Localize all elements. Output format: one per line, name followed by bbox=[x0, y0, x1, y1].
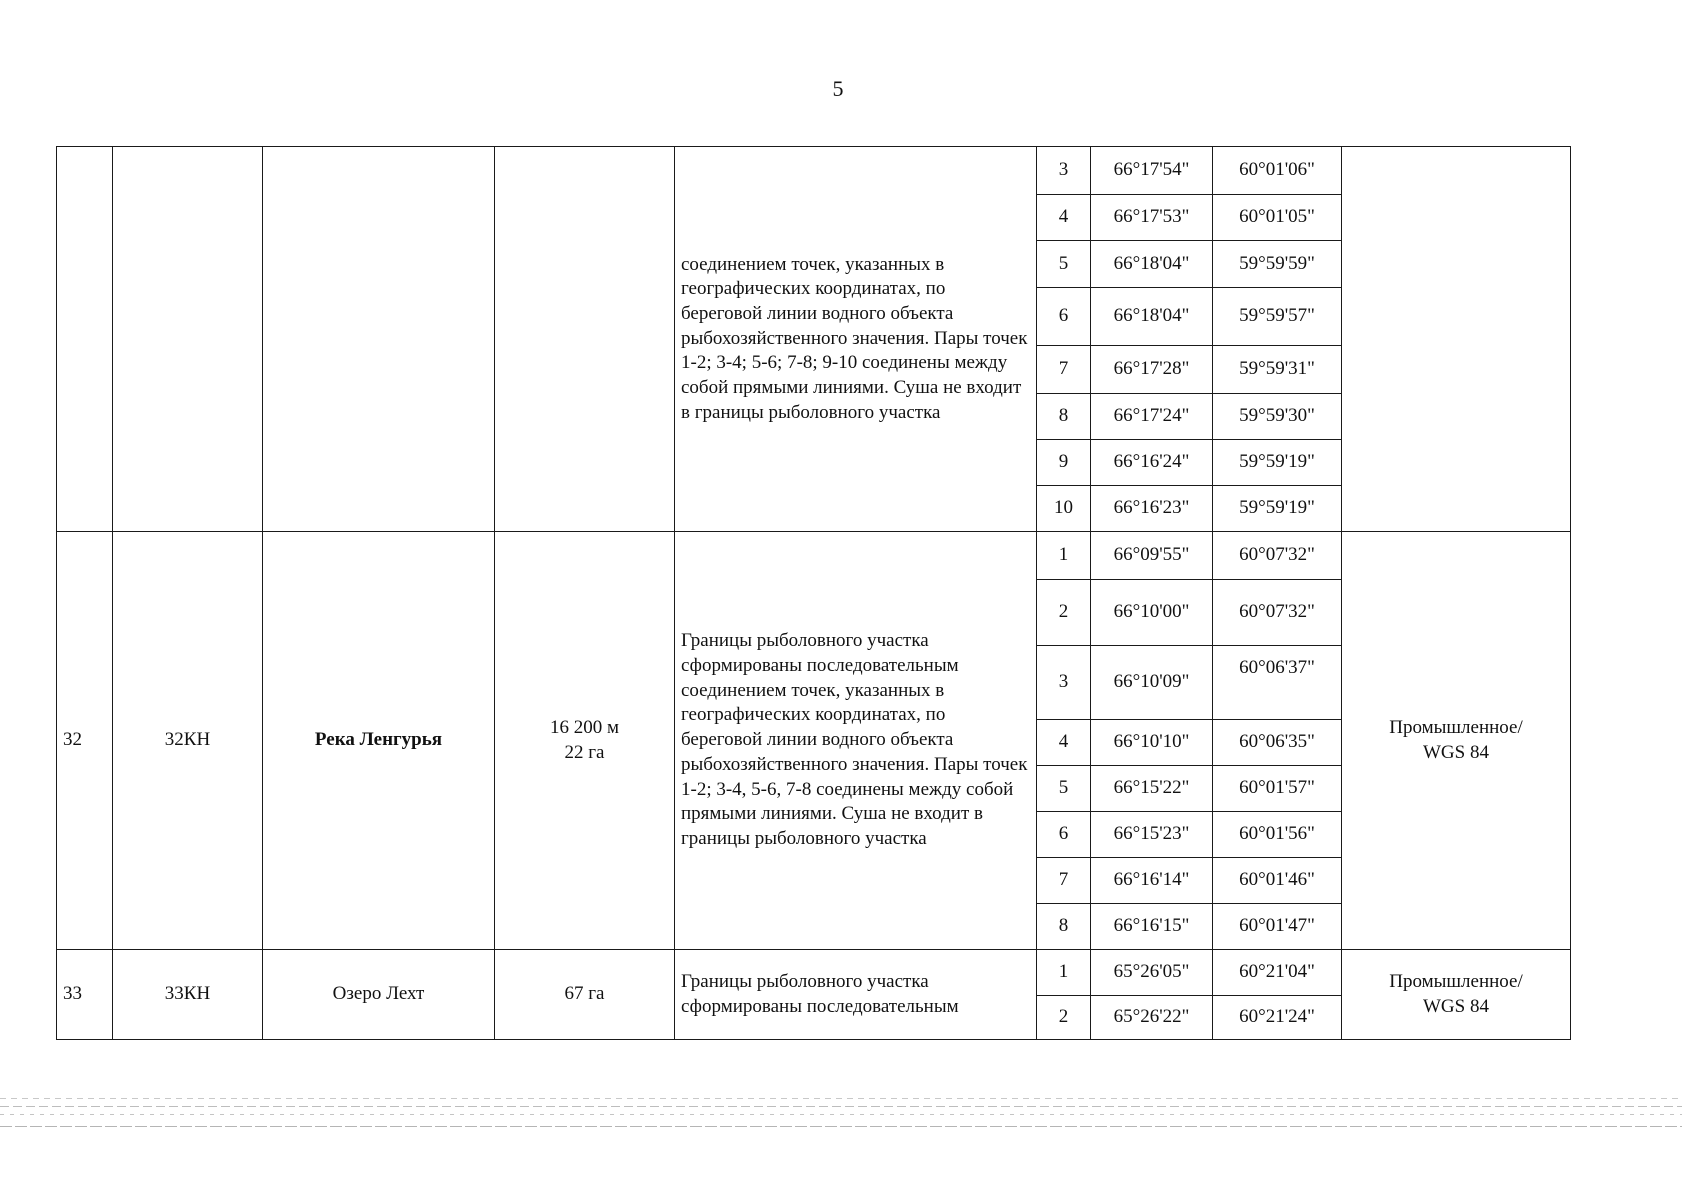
site-description-cell: Границы рыболовного участка сформированы последовательным bbox=[675, 950, 1037, 1040]
point-number-cell: 5 bbox=[1037, 241, 1091, 288]
point-number-cell: 2 bbox=[1037, 580, 1091, 646]
site-name-cell: Река Ленгурья bbox=[263, 532, 495, 950]
longitude-cell: 59°59'19" bbox=[1213, 486, 1342, 532]
site-description-cell: соединением точек, указанных в географических координатах, по береговой линии водного объекта рыбохозяйственного значения. Пары точек 1-2; 3-4; 5-6; 7-8; 9-10 соединены между собой прямыми линиями. Суша не входит в границы рыболовного участка bbox=[675, 147, 1037, 532]
site-code-cell bbox=[113, 147, 263, 532]
table-row bbox=[57, 950, 1571, 996]
latitude-cell: 66°16'24" bbox=[1091, 440, 1213, 486]
latitude-cell: 66°17'54" bbox=[1091, 147, 1213, 195]
site-number-cell bbox=[57, 147, 113, 532]
longitude-cell: 60°21'04" bbox=[1213, 950, 1342, 996]
site-area-cell bbox=[495, 532, 675, 950]
point-number-cell: 5 bbox=[1037, 766, 1091, 812]
point-number-cell: 8 bbox=[1037, 904, 1091, 950]
point-number-cell: 3 bbox=[1037, 646, 1091, 720]
longitude-cell: 60°06'35" bbox=[1213, 720, 1342, 766]
site-code-cell: 33КН bbox=[113, 950, 263, 1040]
longitude-cell: 60°01'46" bbox=[1213, 858, 1342, 904]
point-number-cell: 7 bbox=[1037, 858, 1091, 904]
site-number-cell: 32 bbox=[57, 532, 113, 950]
longitude-cell: 60°07'32" bbox=[1213, 532, 1342, 580]
latitude-cell: 66°15'23" bbox=[1091, 812, 1213, 858]
site-area-cell: 67 га bbox=[495, 950, 675, 1040]
fishing-sites-table bbox=[56, 146, 1571, 1040]
latitude-cell: 66°17'53" bbox=[1091, 195, 1213, 241]
scan-artifact-line bbox=[0, 1114, 1682, 1115]
latitude-cell: 66°15'22" bbox=[1091, 766, 1213, 812]
point-number-cell: 4 bbox=[1037, 195, 1091, 241]
latitude-cell: 66°10'10" bbox=[1091, 720, 1213, 766]
site-name-cell bbox=[263, 147, 495, 532]
latitude-cell: 66°18'04" bbox=[1091, 241, 1213, 288]
point-number-cell: 4 bbox=[1037, 720, 1091, 766]
longitude-cell: 59°59'59" bbox=[1213, 241, 1342, 288]
point-number-cell: 1 bbox=[1037, 532, 1091, 580]
page-number: 5 bbox=[832, 76, 844, 101]
longitude-cell: 59°59'31" bbox=[1213, 346, 1342, 394]
site-area-cell bbox=[495, 147, 675, 532]
longitude-cell: 60°06'37" bbox=[1213, 646, 1342, 720]
latitude-cell: 66°10'00" bbox=[1091, 580, 1213, 646]
latitude-cell: 66°18'04" bbox=[1091, 288, 1213, 346]
longitude-cell: 60°01'47" bbox=[1213, 904, 1342, 950]
latitude-cell: 66°09'55" bbox=[1091, 532, 1213, 580]
point-number-cell: 6 bbox=[1037, 288, 1091, 346]
site-code-cell: 32КН bbox=[113, 532, 263, 950]
latitude-cell: 66°17'28" bbox=[1091, 346, 1213, 394]
point-number-cell: 6 bbox=[1037, 812, 1091, 858]
longitude-cell: 59°59'30" bbox=[1213, 394, 1342, 440]
latitude-cell: 66°16'23" bbox=[1091, 486, 1213, 532]
longitude-cell: 60°07'32" bbox=[1213, 580, 1342, 646]
scan-artifact-line bbox=[0, 1106, 1682, 1107]
site-number-cell: 33 bbox=[57, 950, 113, 1040]
area-size: 22 га bbox=[564, 741, 605, 763]
longitude-cell: 60°21'24" bbox=[1213, 996, 1342, 1040]
site-description-cell: Границы рыболовного участка сформированы последовательным соединением точек, указанных в географических координатах, по береговой линии водного объекта рыбохозяйственного значения. Пары точек 1-2; 3-4, 5-6, 7-8 соединены между собой прямыми линиями. Суша не входит в границы рыболовного участка bbox=[675, 532, 1037, 950]
longitude-cell: 59°59'19" bbox=[1213, 440, 1342, 486]
area-length: 16 200 м bbox=[549, 716, 620, 738]
latitude-cell: 65°26'22" bbox=[1091, 996, 1213, 1040]
site-name-cell: Озеро Лехт bbox=[263, 950, 495, 1040]
usage-type: Промышленное/ bbox=[1389, 716, 1523, 738]
usage-cell bbox=[1342, 950, 1571, 1040]
coordinate-system: WGS 84 bbox=[1423, 995, 1489, 1017]
latitude-cell: 66°10'09" bbox=[1091, 646, 1213, 720]
point-number-cell: 9 bbox=[1037, 440, 1091, 486]
point-number-cell: 1 bbox=[1037, 950, 1091, 996]
latitude-cell: 66°17'24" bbox=[1091, 394, 1213, 440]
scan-artifact-line bbox=[0, 1126, 1682, 1127]
point-number-cell: 10 bbox=[1037, 486, 1091, 532]
latitude-cell: 66°16'15" bbox=[1091, 904, 1213, 950]
usage-cell bbox=[1342, 147, 1571, 532]
usage-type: Промышленное/ bbox=[1389, 970, 1523, 992]
longitude-cell: 60°01'57" bbox=[1213, 766, 1342, 812]
longitude-cell: 60°01'05" bbox=[1213, 195, 1342, 241]
scan-artifact-line bbox=[0, 1098, 1682, 1099]
table-row bbox=[57, 532, 1571, 580]
usage-cell bbox=[1342, 532, 1571, 950]
longitude-cell: 60°01'56" bbox=[1213, 812, 1342, 858]
point-number-cell: 2 bbox=[1037, 996, 1091, 1040]
point-number-cell: 3 bbox=[1037, 147, 1091, 195]
longitude-cell: 59°59'57" bbox=[1213, 288, 1342, 346]
latitude-cell: 66°16'14" bbox=[1091, 858, 1213, 904]
table-row bbox=[57, 147, 1571, 195]
point-number-cell: 7 bbox=[1037, 346, 1091, 394]
longitude-cell: 60°01'06" bbox=[1213, 147, 1342, 195]
point-number-cell: 8 bbox=[1037, 394, 1091, 440]
coordinate-system: WGS 84 bbox=[1423, 741, 1489, 763]
latitude-cell: 65°26'05" bbox=[1091, 950, 1213, 996]
